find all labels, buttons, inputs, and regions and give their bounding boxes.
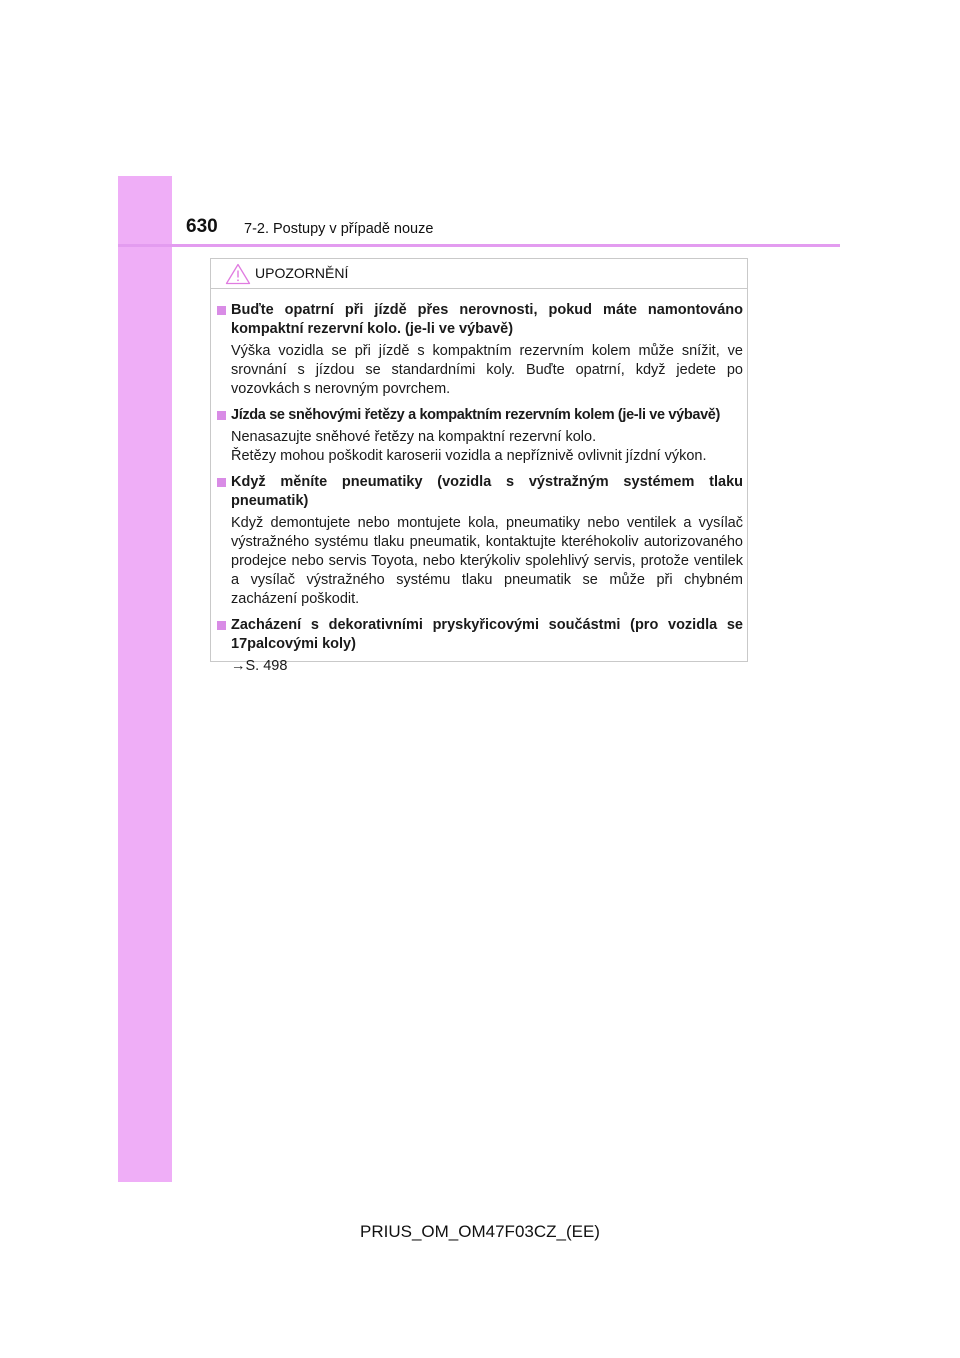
- warning-item-title: Jízda se sněhovými řetězy a kompaktním rezervním kolem (je-li ve výbavě): [217, 406, 743, 425]
- warning-item-text: Výška vozidla se při jízdě s kompaktním rezervním kolem může snížit, ve srovnání s jízdou se standardními koly. Buďte opatrní, když jedete po vozovkách s nerovným povrchem.: [231, 343, 743, 397]
- document-code: PRIUS_OM_OM47F03CZ_(EE): [360, 1222, 600, 1241]
- warning-item-title: Buďte opatrní při jízdě přes nerovnosti, pokud máte namontováno kompaktní rezervní kolo. (je-li ve výbavě): [217, 301, 743, 339]
- warning-item: [217, 406, 743, 466]
- page-number: 630: [186, 216, 218, 237]
- warning-item-text: Když demontujete nebo montujete kola, pneumatiky nebo ventilek a vysílač výstražného systému tlaku pneumatik, kontaktujte kteréhokoliv autorizovaného prodejce nebo servis Toyota, nebo kterýkoliv spolehlivý servis, protože ventilek a vysílač výstražného systému tlaku pneumatik se může při chybném zacházení poškodit.: [231, 515, 743, 607]
- warning-item-text: Nenasazujte sněhové řetězy na kompaktní rezervní kolo. Řetězy mohou poškodit karoserii vozidla a nepříznivě ovlivnit jízdní výkon.: [231, 429, 707, 464]
- warning-item: [217, 473, 743, 609]
- square-bullet-icon: [217, 621, 226, 630]
- warning-item-text: [231, 657, 743, 676]
- warning-item-title: Když měníte pneumatiky (vozidla s výstražným systémem tlaku pneumatik): [217, 473, 743, 511]
- section-title: 7-2. Postupy v případě nouze: [244, 221, 434, 237]
- side-color-band: [118, 176, 172, 1182]
- warning-item: [217, 616, 743, 676]
- warning-header: [211, 259, 747, 289]
- warning-triangle-icon: [225, 263, 251, 285]
- warning-label: UPOZORNĚNÍ: [255, 265, 349, 281]
- square-bullet-icon: [217, 306, 226, 315]
- warning-item-title: Zacházení s dekorativními pryskyřicovými součástmi (pro vozidla se 17palcovými koly): [217, 616, 743, 654]
- square-bullet-icon: [217, 411, 226, 420]
- warning-box: [210, 258, 748, 674]
- warning-body: [217, 301, 743, 683]
- header-rule: [118, 244, 840, 247]
- warning-item: [217, 301, 743, 399]
- page-reference: →S. 498: [231, 658, 288, 674]
- square-bullet-icon: [217, 478, 226, 487]
